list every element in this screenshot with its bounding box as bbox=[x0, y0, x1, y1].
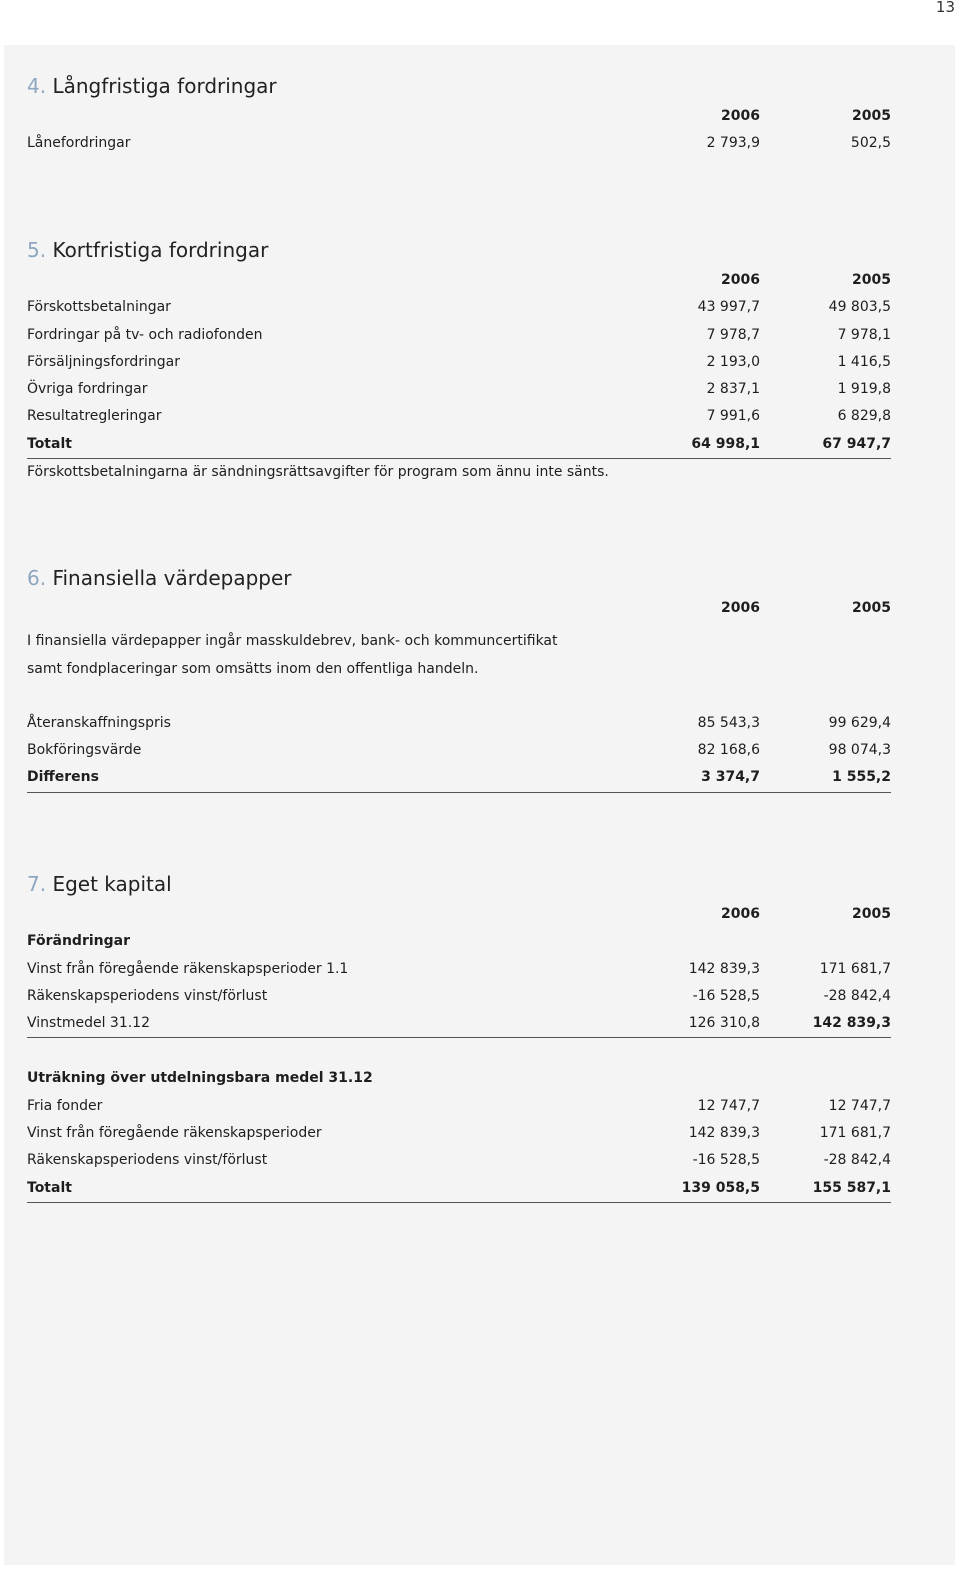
table-row: Försäljningsfordringar 2 193,0 1 416,5 bbox=[27, 353, 891, 370]
table-row: Förskottsbetalningar 43 997,7 49 803,5 bbox=[27, 299, 891, 316]
year-2006: 2006 bbox=[721, 108, 760, 124]
section-short-term-receivables bbox=[27, 236, 891, 486]
table-row: Lånefordringar 2 793,9 502,5 bbox=[27, 135, 891, 152]
year-2005: 2005 bbox=[852, 108, 891, 124]
section-financial-securities bbox=[27, 564, 891, 793]
section-heading bbox=[27, 870, 891, 898]
total-row: Differens 3 374,7 1 555,2 bbox=[27, 764, 891, 792]
table-row: Vinst från föregående räkenskapsperioder 142 839,3 171 681,7 bbox=[27, 1125, 891, 1142]
subheading: Förändringar bbox=[27, 933, 130, 950]
year-header-row: 2006 2005 bbox=[721, 272, 891, 288]
footnote: Förskottsbetalningarna är sändningsrättsavgifter för program som ännu inte sänts. bbox=[27, 464, 609, 481]
total-row: Vinstmedel 31.12 126 310,8 142 839,3 bbox=[27, 1010, 891, 1038]
description-line: samt fondplaceringar som omsätts inom den offentliga handeln. bbox=[27, 660, 479, 677]
year-header-row bbox=[27, 103, 891, 130]
table-row: Återanskaffningspris 85 543,3 99 629,4 bbox=[27, 714, 891, 731]
table-row: Övriga fordringar 2 837,1 1 919,8 bbox=[27, 381, 891, 398]
total-row: Totalt 139 058,5 155 587,1 bbox=[27, 1175, 891, 1203]
page-number: 13 bbox=[935, 0, 955, 16]
year-header-row: 2006 2005 bbox=[721, 906, 891, 922]
section-number: 7. bbox=[27, 872, 47, 896]
table-row: Fria fonder 12 747,7 12 747,7 bbox=[27, 1097, 891, 1114]
section-heading bbox=[27, 236, 891, 264]
section-number: 6. bbox=[27, 566, 47, 590]
document-sheet bbox=[4, 45, 955, 1565]
section-number: 5. bbox=[27, 238, 47, 262]
table-row: Bokföringsvärde 82 168,6 98 074,3 bbox=[27, 742, 891, 759]
table-row: Resultatregleringar 7 991,6 6 829,8 bbox=[27, 408, 891, 425]
section-title: Eget kapital bbox=[52, 872, 172, 896]
section-equity bbox=[27, 870, 891, 1203]
table-row: Vinst från föregående räkenskapsperioder 1.1 142 839,3 171 681,7 bbox=[27, 960, 891, 977]
table-row: Räkenskapsperiodens vinst/förlust -16 528,5 -28 842,4 bbox=[27, 987, 891, 1004]
table-row: Räkenskapsperiodens vinst/förlust -16 528,5 -28 842,4 bbox=[27, 1152, 891, 1169]
year-header-row: 2006 2005 bbox=[721, 600, 891, 616]
section-long-term-receivables bbox=[27, 72, 891, 158]
section-heading bbox=[27, 72, 891, 100]
section-title: Långfristiga fordringar bbox=[52, 74, 277, 98]
description-line: I finansiella värdepapper ingår masskuldebrev, bank- och kommuncertifikat bbox=[27, 633, 558, 650]
section-title: Kortfristiga fordringar bbox=[52, 238, 269, 262]
table-row: Fordringar på tv- och radiofonden 7 978,7 7 978,1 bbox=[27, 326, 891, 343]
section-heading bbox=[27, 564, 891, 592]
section-number: 4. bbox=[27, 74, 47, 98]
total-row: Totalt 64 998,1 67 947,7 bbox=[27, 431, 891, 459]
subheading: Uträkning över utdelningsbara medel 31.12 bbox=[27, 1070, 373, 1087]
section-title: Finansiella värdepapper bbox=[52, 566, 292, 590]
